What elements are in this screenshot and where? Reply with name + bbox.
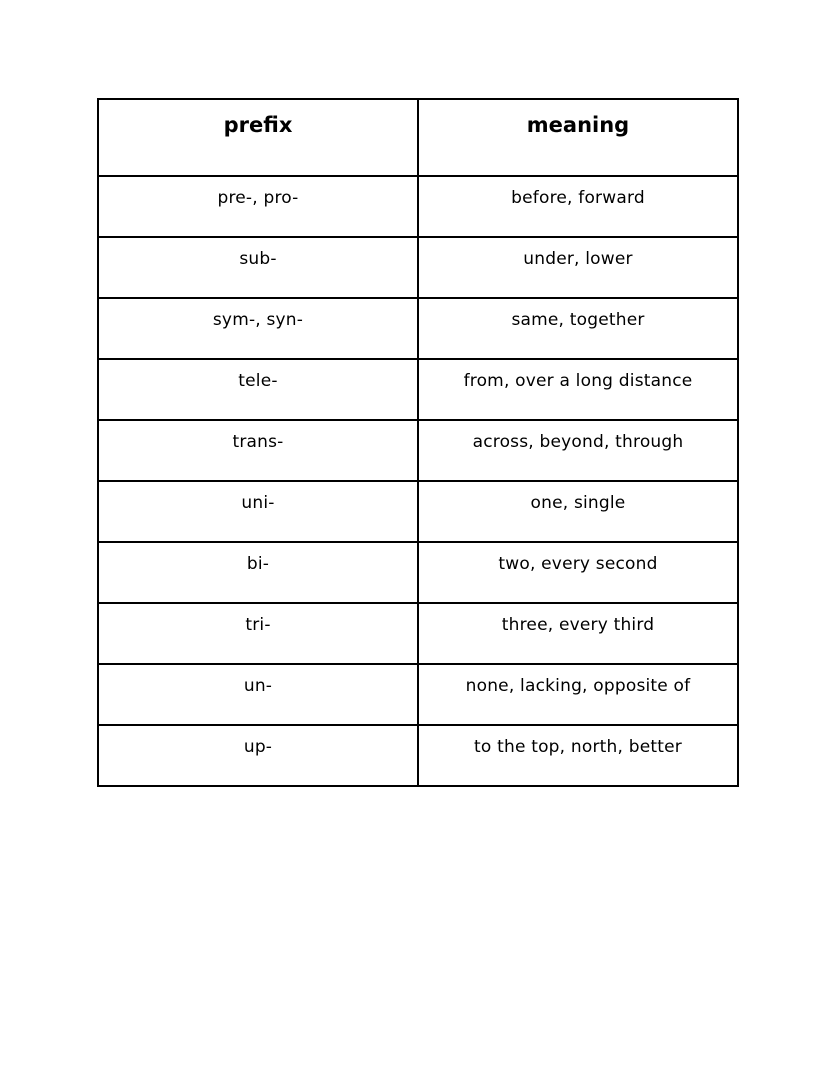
prefix-cell: tri- [98,603,418,664]
table-row [98,481,738,542]
table-row [98,542,738,603]
table-row [98,359,738,420]
prefix-cell: sym-, syn- [98,298,418,359]
meaning-cell: to the top, north, better [418,725,738,786]
meaning-cell: three, every third [418,603,738,664]
table-row [98,420,738,481]
table-row [98,176,738,237]
meaning-cell: under, lower [418,237,738,298]
table-row [98,603,738,664]
prefix-cell: uni- [98,481,418,542]
table-row [98,298,738,359]
meaning-cell: from, over a long distance [418,359,738,420]
prefix-cell: pre-, pro- [98,176,418,237]
prefix-cell: tele- [98,359,418,420]
table-row [98,237,738,298]
table-row [98,725,738,786]
meaning-cell: two, every second [418,542,738,603]
header-prefix: prefix [98,99,418,176]
table-row [98,664,738,725]
prefix-cell: un- [98,664,418,725]
meaning-cell: none, lacking, opposite of [418,664,738,725]
prefix-meaning-table [97,98,739,787]
prefix-cell: bi- [98,542,418,603]
prefix-cell: sub- [98,237,418,298]
meaning-cell: before, forward [418,176,738,237]
header-meaning: meaning [418,99,738,176]
meaning-cell: one, single [418,481,738,542]
meaning-cell: across, beyond, through [418,420,738,481]
table-header-row [98,99,738,176]
prefix-cell: up- [98,725,418,786]
prefix-cell: trans- [98,420,418,481]
meaning-cell: same, together [418,298,738,359]
